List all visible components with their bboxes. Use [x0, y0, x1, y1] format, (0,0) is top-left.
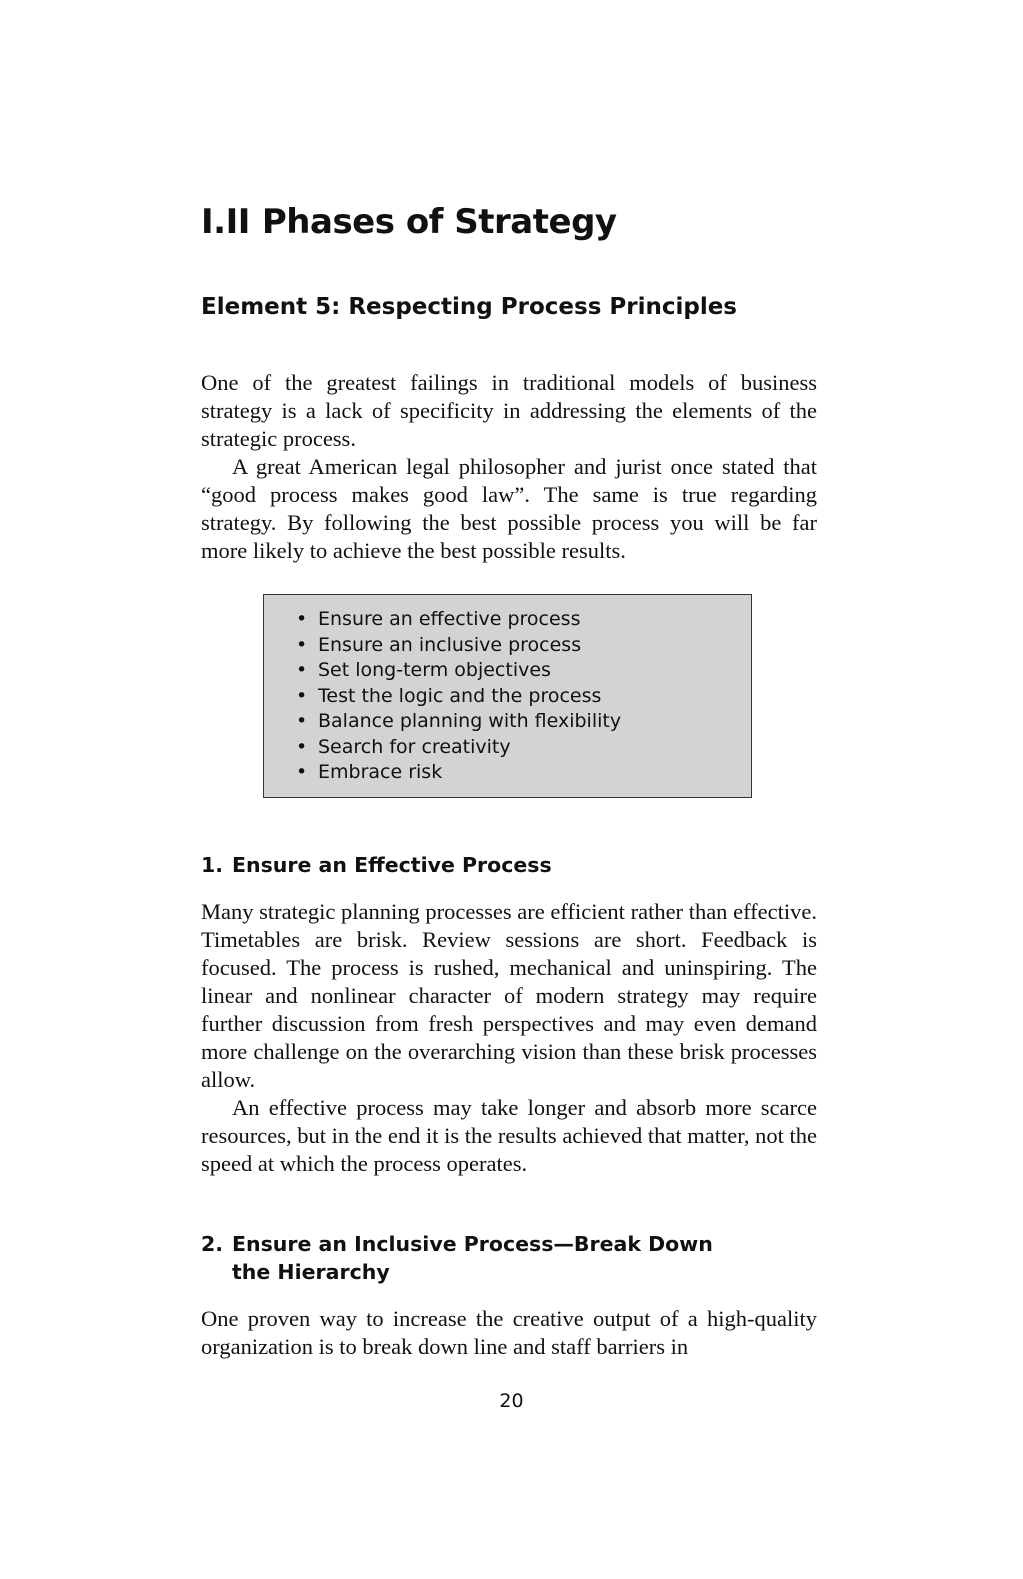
bullet-icon: •	[296, 761, 308, 783]
section-label: Element 5:	[201, 294, 341, 320]
subsection-1-heading	[201, 851, 552, 879]
list-item	[296, 735, 621, 761]
subsection-2-title-line-1: Ensure an Inclusive Process—Break Down	[232, 1232, 713, 1256]
page-number: 20	[499, 1390, 524, 1412]
list-item	[296, 684, 621, 710]
list-item	[296, 607, 621, 633]
list-item	[296, 709, 621, 735]
bullet-icon: •	[296, 659, 308, 681]
list-item	[296, 633, 621, 659]
subsection-2-number: 2.	[201, 1232, 224, 1256]
list-item-text: Ensure an effective process	[318, 608, 581, 630]
subsection-1-paragraph-2: An effective process may take longer and absorb more scarce resources, but in the end it is the results achieved that matter, not the speed at which the process operates.	[201, 1095, 817, 1176]
list-item-text: Test the logic and the process	[318, 684, 602, 707]
bullet-icon: •	[296, 633, 308, 656]
bullet-icon: •	[296, 710, 308, 732]
list-item-text: Ensure an inclusive process	[318, 633, 582, 656]
subsection-1-paragraph-1: Many strategic planning processes are efficient rather than effective. Timetables are brisk. Review sessions are short. Feedback is focused. The process is rushed, mechanical and uninspiring. The linear and nonlinear character of modern strategy may require further discussion from fresh perspectives and may even demand more challenge on the overarching vision than these brisk processes allow.	[201, 899, 817, 1092]
section-title-text: Respecting Process Principles	[348, 294, 737, 320]
list-item	[296, 760, 621, 786]
principles-list	[296, 607, 621, 786]
list-item-text: Embrace risk	[318, 761, 443, 783]
chapter-number: I.II	[201, 202, 250, 242]
intro-paragraph-1: One of the greatest failings in traditional models of business strategy is a lack of specificity in addressing the elements of the strategic process.	[201, 370, 817, 451]
principles-box	[263, 594, 752, 798]
list-item	[296, 658, 621, 684]
subsection-2-text	[201, 1305, 817, 1361]
subsection-2-title-line-2: the Hierarchy	[232, 1260, 390, 1284]
subsection-1-title: Ensure an Effective Process	[232, 853, 552, 877]
list-item-text: Search for creativity	[318, 735, 511, 758]
bullet-icon: •	[296, 735, 308, 758]
section-title	[201, 294, 737, 320]
subsection-1-text	[201, 898, 817, 1178]
intro-text	[201, 369, 817, 565]
subsection-1-number: 1.	[201, 853, 224, 877]
chapter-title	[201, 202, 617, 242]
bullet-icon: •	[296, 608, 308, 630]
list-item-text: Set long-term objectives	[318, 659, 551, 681]
subsection-2-paragraph-1: One proven way to increase the creative output of a high-quality organization is to break down line and staff barriers in	[201, 1306, 817, 1359]
bullet-icon: •	[296, 684, 308, 707]
subsection-2-heading	[201, 1230, 713, 1286]
chapter-title-text: Phases of Strategy	[261, 202, 617, 242]
list-item-text: Balance planning with flexibility	[318, 710, 622, 732]
intro-paragraph-2: A great American legal philosopher and jurist once stated that “good process makes good law”. The same is true regarding strategy. By following the best possible process you will be far more likely to achieve the best possible results.	[201, 454, 817, 563]
